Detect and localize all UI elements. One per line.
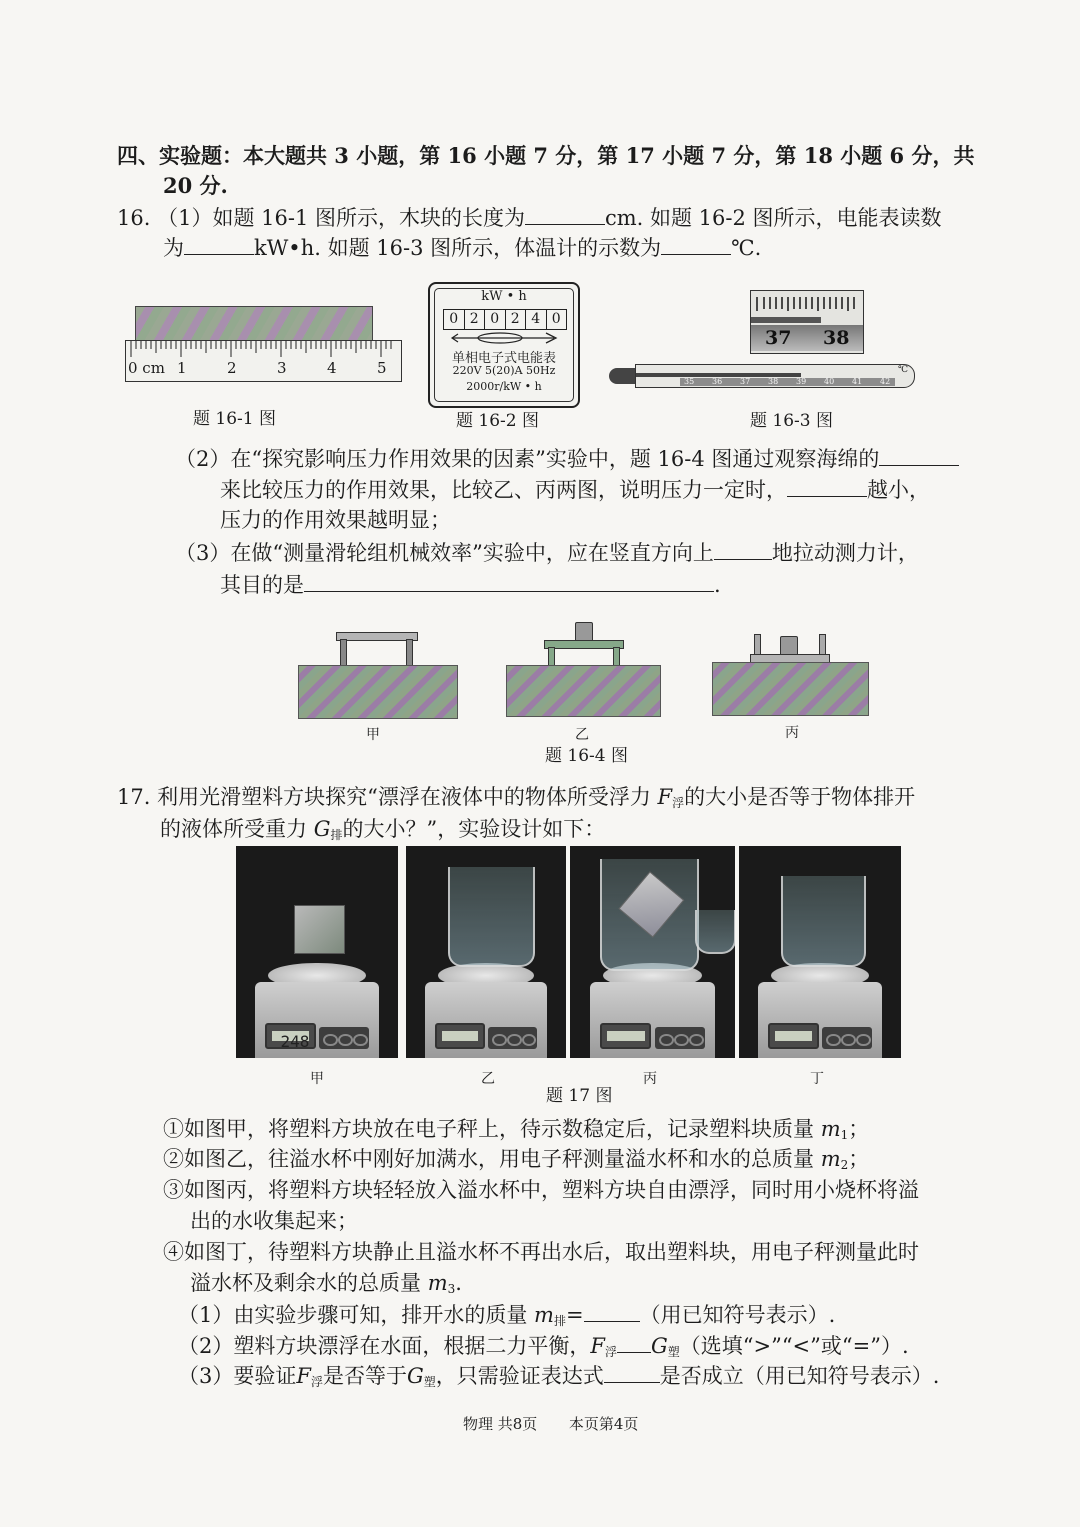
plastic-block <box>294 905 345 954</box>
meter-digit: 2 <box>465 310 486 329</box>
wood-block <box>135 306 373 343</box>
photo-ding <box>739 846 901 1058</box>
footer-total-pages: 物理 共8页 <box>463 1415 538 1433</box>
q17-sub3: （3）要验证$F_浮$是否等于$G_塑$，只需验证表达式 是否成立（用已知符号表示）. <box>178 1360 939 1397</box>
zoom-ticks <box>751 293 863 315</box>
footer-page-number: 本页第4页 <box>568 1415 639 1433</box>
q17-intro-line1: 17. 利用光滑塑料方块探究“漂浮在液体中的物体所受浮力 $F_浮$的大小是否等于物体排开 <box>117 785 916 810</box>
caption-16-4: 题 16-4 图 <box>545 746 628 766</box>
meter-digit-decimal: 0 <box>551 311 561 327</box>
answer-blank-compare[interactable] <box>617 1330 651 1353</box>
weight <box>780 636 798 656</box>
scale-label: 41 <box>852 377 863 386</box>
photo-yi <box>406 846 566 1058</box>
overflow-cup <box>448 867 535 967</box>
meter-digit: 2 <box>506 310 527 329</box>
scale-label: 39 <box>796 377 807 386</box>
q17-step2: ②如图乙，往溢水杯中刚好加满水，用电子秤测量溢水杯和水的总质量 $m_2$； <box>163 1147 870 1172</box>
meter-digit: 4 <box>526 310 547 329</box>
figure-16-4-yi <box>506 622 661 717</box>
thermometer-unit: ℃ <box>898 365 909 375</box>
q16-part2-line3: 压力的作用效果越明显； <box>220 508 451 532</box>
figure-16-4-jia <box>298 630 458 720</box>
section-title-cont: 20 分. <box>163 173 228 198</box>
label-ding: 丁 <box>810 1071 824 1087</box>
answer-blank-pull[interactable] <box>714 537 772 560</box>
answer-blank-sponge[interactable] <box>879 443 959 466</box>
overflow-cup <box>781 876 866 967</box>
q17-number: 17. <box>117 785 151 809</box>
meter-spec: 220V 5(20)A 50Hz <box>452 364 556 377</box>
q16-number: 16. <box>117 206 151 230</box>
q17-step1: ①如图甲，将塑料方块放在电子秤上，待示数稳定后，记录塑料块质量 $m_1$； <box>163 1117 870 1142</box>
q17-step4-cont: 溢水杯及剩余水的总质量 $m_3$. <box>190 1271 462 1296</box>
photo-bing <box>570 846 735 1058</box>
sponge <box>298 665 458 719</box>
q16-part2-line2: 来比较压力的作用效果，比较乙、丙两图，说明压力一定时， 越小， <box>220 474 930 505</box>
footer <box>463 1413 638 1434</box>
q17-step3-cont: 出的水收集起来； <box>190 1209 358 1233</box>
ruler-tick-label: 3 <box>277 359 287 377</box>
q16-part3-line1: （3）在做“测量滑轮组机械效率”实验中，应在竖直方向上 地拉动测力计， <box>175 537 919 568</box>
meter-digit: 0 <box>485 310 506 329</box>
meter-constant: 2000r/kW • h <box>466 380 542 393</box>
answer-blank-expression[interactable] <box>604 1360 660 1383</box>
answer-blank-area[interactable] <box>787 474 867 497</box>
q17-sub2: （2）塑料方块漂浮在水面，根据二力平衡，$F_浮$ $G_塑$（选填“>”“<”或“=”）. <box>178 1330 909 1367</box>
q17-sub1: （1）由实验步骤可知，排开水的质量 $m_排=$ （用已知符号表示）. <box>178 1299 835 1336</box>
label-yi: 乙 <box>575 727 589 743</box>
scale-label: 42 <box>880 377 891 386</box>
ruler-ticks <box>126 341 401 381</box>
answer-blank-length[interactable] <box>525 202 605 225</box>
table-top <box>544 640 624 649</box>
sponge <box>506 665 661 717</box>
q16-part1-line2: 为 kW•h. 如题 16-3 图所示，体温计的示数为 ℃. <box>163 232 761 263</box>
answer-blank-temperature[interactable] <box>661 232 731 255</box>
ruler-unit: 0 cm <box>128 359 165 377</box>
figure-16-4-bing <box>712 630 869 715</box>
figure-16-3 <box>605 290 917 400</box>
caption-16-3: 题 16-3 图 <box>750 411 833 431</box>
ruler-tick-label: 1 <box>177 359 187 377</box>
figure-16-2 <box>428 282 580 408</box>
ruler-tick-label: 5 <box>377 359 387 377</box>
scale-label: 38 <box>768 377 779 386</box>
ruler-tick-label: 2 <box>227 359 237 377</box>
answer-blank-m-pai[interactable] <box>584 1299 640 1322</box>
thermometer-tube <box>635 364 915 388</box>
ruler <box>125 340 402 382</box>
scale-label: 37 <box>740 377 751 386</box>
q16-part1-line1: 16. （1）如题 16-1 图所示，木块的长度为 cm. 如题 16-2 图所示，电能表读数 <box>117 202 942 233</box>
q17-step3: ③如图丙，将塑料方块轻轻放入溢水杯中，塑料方块自由漂浮，同时用小烧杯将溢 <box>163 1178 919 1202</box>
q17-intro-line2: 的液体所受重力 $G_排$的大小？”，实验设计如下： <box>160 817 606 842</box>
q17-step4: ④如图丁，待塑料方块静止且溢水杯不再出水后，取出塑料块，用电子秤测量此时 <box>163 1240 919 1264</box>
scale-reading: 248 <box>272 1031 309 1042</box>
label-bing: 丙 <box>785 725 799 741</box>
ruler-tick-label: 4 <box>327 359 337 377</box>
scale-label: 36 <box>712 377 723 386</box>
sponge <box>712 662 869 716</box>
label-jia: 甲 <box>310 1071 324 1087</box>
meter-label: 单相电子式电能表 <box>451 351 556 366</box>
caption-16-2: 题 16-2 图 <box>456 411 539 431</box>
caption-16-1: 题 16-1 图 <box>193 409 276 429</box>
meter-digits <box>443 309 567 330</box>
zoom-label-right: 38 <box>823 327 850 349</box>
figure-16-1 <box>125 300 405 395</box>
meter-disc-icon <box>450 331 560 345</box>
label-yi: 乙 <box>481 1071 495 1087</box>
answer-blank-purpose[interactable] <box>304 569 714 592</box>
small-beaker <box>695 910 735 954</box>
q16-part2-line1: （2）在“探究影响压力作用效果的因素”实验中，题 16-4 图通过观察海绵的 <box>175 443 959 474</box>
photo-jia <box>236 846 398 1058</box>
answer-blank-energy[interactable] <box>184 232 254 255</box>
label-jia: 甲 <box>366 727 380 743</box>
weight <box>575 622 593 642</box>
section-title: 四、实验题：本大题共 3 小题，第 16 小题 7 分，第 17 小题 7 分，第 18 小题 6 分，共 <box>117 143 975 168</box>
meter-digit: 0 <box>444 310 465 329</box>
label-bing: 丙 <box>643 1071 657 1087</box>
q16-part3-line2: 其目的是 . <box>220 569 721 600</box>
scale-label: 40 <box>824 377 835 386</box>
thermometer-zoom <box>750 290 864 354</box>
zoom-label-left: 37 <box>765 327 792 349</box>
meter-unit: kW • h <box>481 289 527 304</box>
caption-17: 题 17 图 <box>546 1086 613 1106</box>
scale-label: 35 <box>684 377 695 386</box>
